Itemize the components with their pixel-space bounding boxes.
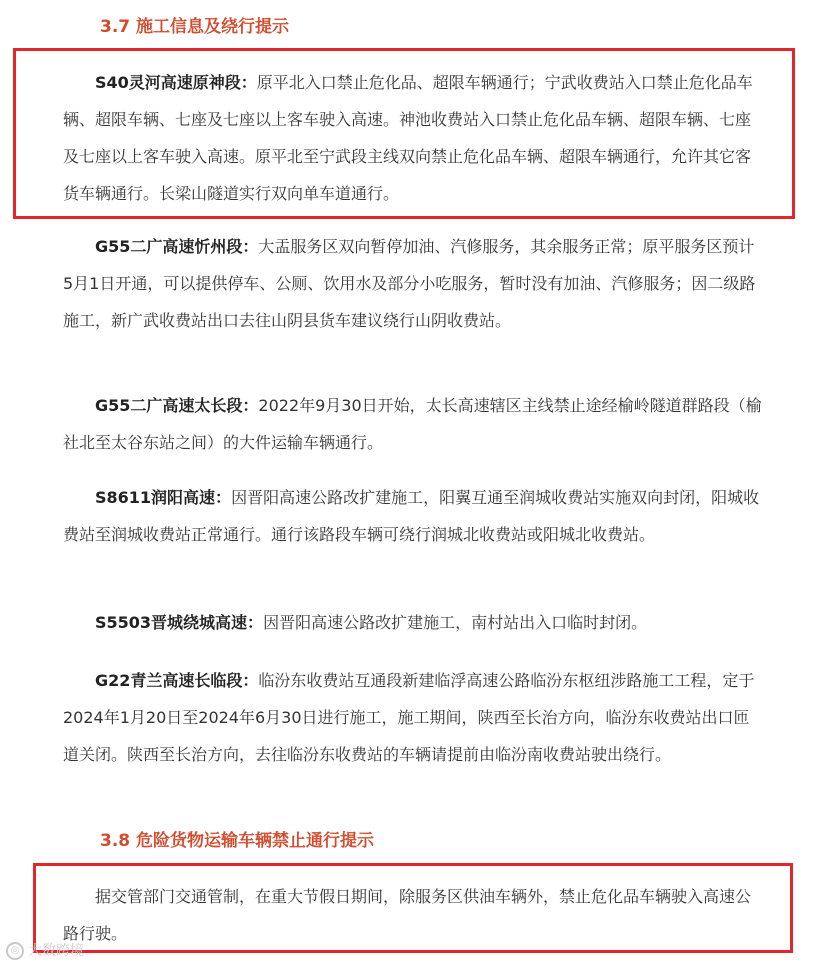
paragraph-s40	[63, 64, 763, 212]
paragraph-text: 因晋阳高速公路改扩建施工，阳翼互通至润城收费站实施双向封闭，阳城收费站至润城收费站正常通行。通行该路段车辆可绕行润城北收费站或阳城北收费站。	[63, 488, 760, 544]
paragraph-lead: G22青兰高速长临段：	[95, 671, 259, 690]
paragraph-lead: S5503晋城绕城高速：	[95, 613, 264, 632]
paragraph-text: 据交管部门交通管制，在重大节假日期间，除服务区供油车辆外，禁止危化品车辆驶入高速公路行驶。	[63, 887, 752, 943]
paragraph-lead: S40灵河高速原神段：	[95, 73, 257, 92]
watermark-text: 大数跨境	[28, 943, 84, 959]
paragraph-text: 2022年9月30日开始，太长高速辖区主线禁止途经榆岭隧道群路段（榆社北至太谷东站之间）的大件运输车辆通行。	[63, 396, 762, 452]
watermark-logo-icon: ◎	[6, 942, 24, 960]
paragraph-lead: G55二广高速忻州段：	[95, 237, 259, 256]
watermark	[6, 940, 84, 960]
paragraph-text: 因晋阳高速公路改扩建施工，南村站出入口临时封闭。	[263, 613, 648, 632]
paragraph-text: 临汾东收费站互通段新建临浮高速公路临汾东枢纽涉路施工工程，定于2024年1月20日至2024年6月30日进行施工，施工期间，陕西至长治方向，临汾东收费站出口匝道关闭。陕西至长治方向，去往临汾东收费站的车辆请提前由临汾南收费站驶出绕行。	[63, 671, 755, 764]
paragraph-hazmat	[63, 878, 763, 952]
section-heading-3-8: 3.8 危险货物运输车辆禁止通行提示	[100, 831, 375, 851]
paragraph-text: 大盂服务区双向暂停加油、汽修服务，其余服务正常；原平服务区预计5月1日开通，可以提供停车、公厕、饮用水及部分小吃服务，暂时没有加油、汽修服务；因二级路施工，新广武收费站出口去往山阴县货车建议绕行山阴收费站。	[63, 237, 756, 330]
paragraph-lead: G55二广高速太长段：	[95, 396, 259, 415]
paragraph-g55-taichang	[63, 387, 763, 461]
paragraph-s8611	[63, 479, 763, 553]
section-heading-3-7: 3.7 施工信息及绕行提示	[100, 17, 290, 37]
paragraph-g55-xinzhou	[63, 228, 763, 339]
paragraph-g22	[63, 662, 763, 773]
paragraph-text: 原平北入口禁止危化品、超限车辆通行；宁武收费站入口禁止危化品车辆、超限车辆、七座及七座以上客车驶入高速。神池收费站入口禁止危化品车辆、超限车辆、七座及七座以上客车驶入高速。原平北至宁武段主线双向禁止危化品车辆、超限车辆通行，允许其它客货车辆通行。长梁山隧道实行双向单车道通行。	[63, 73, 753, 203]
paragraph-lead: S8611润阳高速：	[95, 488, 232, 507]
paragraph-s5503	[63, 604, 763, 641]
